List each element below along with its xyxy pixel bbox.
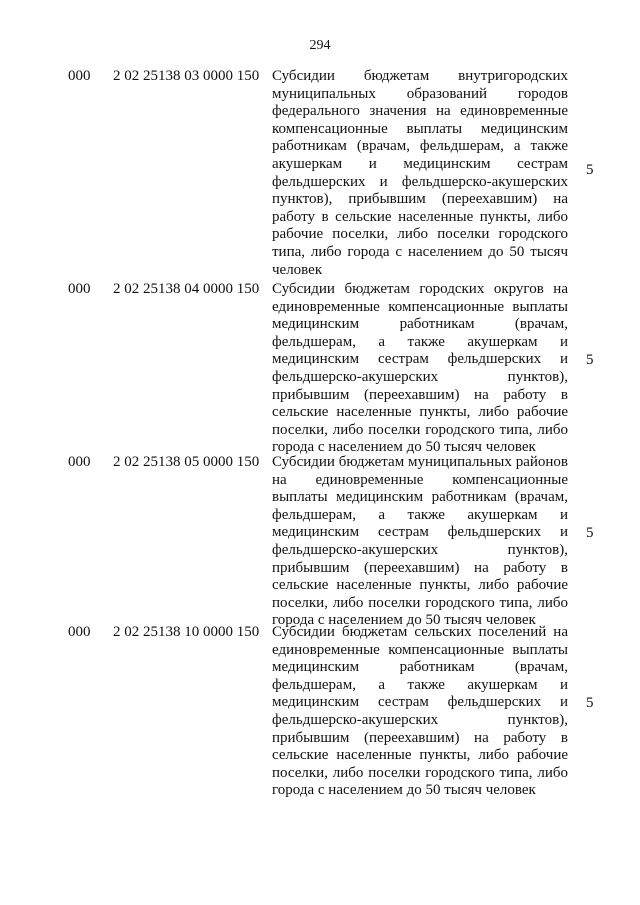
budget-classification-code: 2 02 25138 04 0000 150 xyxy=(113,281,260,297)
page-number: 294 xyxy=(309,38,331,53)
description-line: рабочие поселки, либо поселки городского xyxy=(272,226,568,243)
description-line: медицинским сестрам фельдшерских и xyxy=(272,351,568,368)
description-line: города с населением до 50 тысяч человек xyxy=(272,439,536,456)
description-line: фельдшерам, а также акушеркам и xyxy=(272,333,568,350)
description-line: Субсидии бюджетам сельских поселений на xyxy=(272,624,568,640)
description-line: сельские населенные пункты, либо рабочие xyxy=(272,404,568,421)
amount: 5 xyxy=(586,162,594,178)
description-line: единовременные компенсационные выплаты xyxy=(272,298,568,315)
description-line: человек xyxy=(272,261,323,278)
description-line: фельдшерам, а также акушеркам и xyxy=(272,506,568,523)
description-line: медицинским работникам (врачам, xyxy=(272,316,568,333)
description-line: фельдшерско-акушерских пунктов), xyxy=(272,541,568,558)
income-description xyxy=(272,68,568,279)
income-description xyxy=(272,454,568,630)
description-line: медицинским сестрам фельдшерских и xyxy=(272,524,568,541)
budget-classification-code: 2 02 25138 05 0000 150 xyxy=(113,454,260,470)
description-line: выплаты медицинским работникам (врачам, xyxy=(272,489,568,506)
description-line: медицинским работникам (врачам, xyxy=(272,659,568,676)
admin-code: 000 xyxy=(68,68,91,84)
description-line: медицинским сестрам фельдшерских и xyxy=(272,694,568,711)
description-line: прибывшим (переехавшим) на работу в xyxy=(272,729,568,746)
description-line: Субсидии бюджетам муниципальных районов xyxy=(272,454,568,470)
description-line: сельские населенные пункты, либо рабочие xyxy=(272,577,568,594)
amount: 5 xyxy=(586,352,594,368)
description-line: прибывшим (переехавшим) на работу в xyxy=(272,559,568,576)
description-line: фельдшерских и фельдшерско-акушерских xyxy=(272,173,568,190)
amount: 5 xyxy=(586,525,594,541)
budget-classification-code: 2 02 25138 03 0000 150 xyxy=(113,68,260,84)
income-description xyxy=(272,281,568,457)
description-line: города с населением до 50 тысяч человек xyxy=(272,782,536,799)
description-line: пунктов), прибывшим (переехавшим) на xyxy=(272,191,568,208)
description-line: Субсидии бюджетам городских округов на xyxy=(272,281,568,297)
admin-code: 000 xyxy=(68,281,91,297)
admin-code: 000 xyxy=(68,454,91,470)
description-line: поселки, либо поселки городского типа, либо xyxy=(272,764,568,781)
amount: 5 xyxy=(586,695,594,711)
description-line: города с населением до 50 тысяч человек xyxy=(272,612,536,629)
description-line: Субсидии бюджетам внутригородских xyxy=(272,68,568,84)
description-line: работникам (врачам, фельдшерам, а также xyxy=(272,138,568,155)
description-line: поселки, либо поселки городского типа, либо xyxy=(272,421,568,438)
description-line: поселки, либо поселки городского типа, либо xyxy=(272,594,568,611)
description-line: прибывшим (переехавшим) на работу в xyxy=(272,386,568,403)
admin-code: 000 xyxy=(68,624,91,640)
income-description xyxy=(272,624,568,800)
description-line: типа, либо города с населением до 50 тысяч xyxy=(272,243,568,260)
description-line: компенсационные выплаты медицинским xyxy=(272,120,568,137)
description-line: федерального значения на единовременные xyxy=(272,103,568,120)
description-line: акушеркам и медицинским сестрам xyxy=(272,155,568,172)
description-line: муниципальных образований городов xyxy=(272,85,568,102)
description-line: единовременные компенсационные выплаты xyxy=(272,641,568,658)
description-line: работу в сельские населенные пункты, либо xyxy=(272,208,568,225)
description-line: сельские населенные пункты, либо рабочие xyxy=(272,747,568,764)
description-line: фельдшерско-акушерских пунктов), xyxy=(272,711,568,728)
budget-classification-code: 2 02 25138 10 0000 150 xyxy=(113,624,260,640)
description-line: фельдшерско-акушерских пунктов), xyxy=(272,368,568,385)
description-line: на единовременные компенсационные xyxy=(272,471,568,488)
description-line: фельдшерам, а также акушеркам и xyxy=(272,676,568,693)
